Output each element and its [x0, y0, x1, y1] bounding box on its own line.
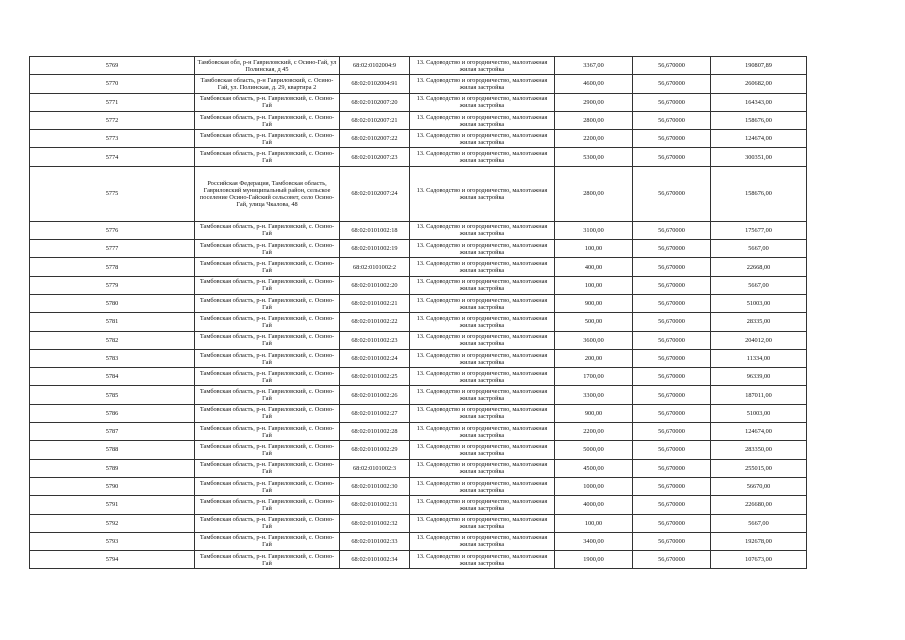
cadastral-number-cell: 68:02:0102007:22 — [340, 130, 410, 148]
cadastral-number-cell: 68:02:0101002:25 — [340, 368, 410, 386]
area-cell: 2800,00 — [555, 111, 633, 129]
land-use-cell: 13. Садоводство и огородничество, малоэтажная жилая застройка — [410, 313, 555, 331]
rate-cell: 56,670000 — [633, 496, 711, 514]
cadastral-number-cell: 68:02:0101002:18 — [340, 221, 410, 239]
table-row — [30, 404, 807, 422]
row-number-cell: 5772 — [30, 111, 195, 129]
land-use-cell: 13. Садоводство и огородничество, малоэтажная жилая застройка — [410, 240, 555, 258]
row-number-cell: 5777 — [30, 240, 195, 258]
area-cell: 100,00 — [555, 514, 633, 532]
land-use-cell: 13. Садоводство и огородничество, малоэтажная жилая застройка — [410, 423, 555, 441]
row-number-cell: 5793 — [30, 532, 195, 550]
parcel-table — [29, 56, 807, 569]
cadastral-value-cell: 51003,00 — [711, 294, 807, 312]
table-row — [30, 166, 807, 221]
cadastral-number-cell: 68:02:0101002:3 — [340, 459, 410, 477]
area-cell: 3100,00 — [555, 221, 633, 239]
cadastral-value-cell: 11334,00 — [711, 349, 807, 367]
cadastral-value-cell: 187011,00 — [711, 386, 807, 404]
address-cell: Тамбовская область, р-н. Гавриловский, с. Осино-Гай — [195, 221, 340, 239]
cadastral-value-cell: 255015,00 — [711, 459, 807, 477]
address-cell: Тамбовская область, р-н. Гавриловский, с. Осино-Гай — [195, 386, 340, 404]
cadastral-value-cell: 51003,00 — [711, 404, 807, 422]
cadastral-value-cell: 192678,00 — [711, 532, 807, 550]
table-row — [30, 57, 807, 75]
area-cell: 500,00 — [555, 313, 633, 331]
cadastral-number-cell: 68:02:0101002:19 — [340, 240, 410, 258]
row-number-cell: 5792 — [30, 514, 195, 532]
table-row — [30, 130, 807, 148]
land-use-cell: 13. Садоводство и огородничество, малоэтажная жилая застройка — [410, 166, 555, 221]
row-number-cell: 5789 — [30, 459, 195, 477]
table-row — [30, 477, 807, 495]
cadastral-value-cell: 5667,00 — [711, 240, 807, 258]
cadastral-number-cell: 68:02:0102007:23 — [340, 148, 410, 166]
table-row — [30, 423, 807, 441]
rate-cell: 56,670000 — [633, 313, 711, 331]
table-row — [30, 459, 807, 477]
area-cell: 1000,00 — [555, 477, 633, 495]
row-number-cell: 5785 — [30, 386, 195, 404]
table-row — [30, 496, 807, 514]
table-row — [30, 240, 807, 258]
row-number-cell: 5784 — [30, 368, 195, 386]
cadastral-number-cell: 68:02:0101002:24 — [340, 349, 410, 367]
cadastral-value-cell: 158676,00 — [711, 111, 807, 129]
area-cell: 5000,00 — [555, 441, 633, 459]
land-use-cell: 13. Садоводство и огородничество, малоэтажная жилая застройка — [410, 551, 555, 569]
row-number-cell: 5786 — [30, 404, 195, 422]
rate-cell: 56,670000 — [633, 441, 711, 459]
land-use-cell: 13. Садоводство и огородничество, малоэтажная жилая застройка — [410, 368, 555, 386]
area-cell: 900,00 — [555, 294, 633, 312]
row-number-cell: 5776 — [30, 221, 195, 239]
cadastral-value-cell: 124674,00 — [711, 130, 807, 148]
table-row — [30, 148, 807, 166]
land-use-cell: 13. Садоводство и огородничество, малоэтажная жилая застройка — [410, 331, 555, 349]
land-use-cell: 13. Садоводство и огородничество, малоэтажная жилая застройка — [410, 294, 555, 312]
rate-cell: 56,670000 — [633, 423, 711, 441]
area-cell: 1900,00 — [555, 551, 633, 569]
table-row — [30, 441, 807, 459]
row-number-cell: 5782 — [30, 331, 195, 349]
address-cell: Тамбовская область, р-н. Гавриловский, с. Осино-Гай — [195, 496, 340, 514]
cadastral-value-cell: 5667,00 — [711, 514, 807, 532]
cadastral-number-cell: 68:02:0102004:9 — [340, 57, 410, 75]
rate-cell: 56,670000 — [633, 221, 711, 239]
cadastral-value-cell: 5667,00 — [711, 276, 807, 294]
land-use-cell: 13. Садоводство и огородничество, малоэтажная жилая застройка — [410, 93, 555, 111]
table-row — [30, 349, 807, 367]
table-row — [30, 111, 807, 129]
cadastral-value-cell: 175677,00 — [711, 221, 807, 239]
cadastral-value-cell: 28335,00 — [711, 313, 807, 331]
cadastral-value-cell: 124674,00 — [711, 423, 807, 441]
row-number-cell: 5783 — [30, 349, 195, 367]
cadastral-value-cell: 56670,00 — [711, 477, 807, 495]
row-number-cell: 5794 — [30, 551, 195, 569]
land-use-cell: 13. Садоводство и огородничество, малоэтажная жилая застройка — [410, 514, 555, 532]
address-cell: Тамбовская область, р-н. Гавриловский, с. Осино-Гай — [195, 276, 340, 294]
land-use-cell: 13. Садоводство и огородничество, малоэтажная жилая застройка — [410, 276, 555, 294]
row-number-cell: 5770 — [30, 75, 195, 93]
cadastral-number-cell: 68:02:0101002:26 — [340, 386, 410, 404]
row-number-cell: 5787 — [30, 423, 195, 441]
area-cell: 2200,00 — [555, 130, 633, 148]
rate-cell: 56,670000 — [633, 386, 711, 404]
address-cell: Тамбовская область, р-н Гавриловский, с. Осино-Гай, ул. Полинская, д. 29, квартира 2 — [195, 75, 340, 93]
cadastral-number-cell: 68:02:0102004:91 — [340, 75, 410, 93]
cadastral-number-cell: 68:02:0101002:32 — [340, 514, 410, 532]
rate-cell: 56,670000 — [633, 93, 711, 111]
cadastral-value-cell: 260682,00 — [711, 75, 807, 93]
row-number-cell: 5780 — [30, 294, 195, 312]
area-cell: 2200,00 — [555, 423, 633, 441]
rate-cell: 56,670000 — [633, 368, 711, 386]
rate-cell: 56,670000 — [633, 57, 711, 75]
cadastral-number-cell: 68:02:0101002:22 — [340, 313, 410, 331]
cadastral-value-cell: 283350,00 — [711, 441, 807, 459]
cadastral-value-cell: 158676,00 — [711, 166, 807, 221]
address-cell: Российская Федерация, Тамбовская область, Гавриловский муниципальный район, сельское поселение Осино-Гайский сельсовет, село Осино-Гай, улица Чкалова, 48 — [195, 166, 340, 221]
table-row — [30, 368, 807, 386]
land-use-cell: 13. Садоводство и огородничество, малоэтажная жилая застройка — [410, 386, 555, 404]
cadastral-number-cell: 68:02:0101002:28 — [340, 423, 410, 441]
cadastral-value-cell: 164343,00 — [711, 93, 807, 111]
area-cell: 4000,00 — [555, 496, 633, 514]
area-cell: 100,00 — [555, 276, 633, 294]
row-number-cell: 5774 — [30, 148, 195, 166]
area-cell: 100,00 — [555, 240, 633, 258]
address-cell: Тамбовская область, р-н. Гавриловский, с. Осино-Гай — [195, 313, 340, 331]
row-number-cell: 5781 — [30, 313, 195, 331]
cadastral-value-cell: 190807,89 — [711, 57, 807, 75]
rate-cell: 56,670000 — [633, 532, 711, 550]
land-use-cell: 13. Садоводство и огородничество, малоэтажная жилая застройка — [410, 441, 555, 459]
table-row — [30, 221, 807, 239]
area-cell: 3367,00 — [555, 57, 633, 75]
row-number-cell: 5778 — [30, 258, 195, 276]
land-use-cell: 13. Садоводство и огородничество, малоэтажная жилая застройка — [410, 496, 555, 514]
cadastral-value-cell: 22668,00 — [711, 258, 807, 276]
cadastral-value-cell: 204012,00 — [711, 331, 807, 349]
cadastral-number-cell: 68:02:0101002:23 — [340, 331, 410, 349]
address-cell: Тамбовская область, р-н. Гавриловский, с. Осино-Гай — [195, 349, 340, 367]
cadastral-number-cell: 68:02:0101002:33 — [340, 532, 410, 550]
table-row — [30, 75, 807, 93]
rate-cell: 56,670000 — [633, 75, 711, 93]
rate-cell: 56,670000 — [633, 331, 711, 349]
table-row — [30, 331, 807, 349]
cadastral-value-cell: 107673,00 — [711, 551, 807, 569]
row-number-cell: 5771 — [30, 93, 195, 111]
rate-cell: 56,670000 — [633, 240, 711, 258]
rate-cell: 56,670000 — [633, 459, 711, 477]
row-number-cell: 5788 — [30, 441, 195, 459]
address-cell: Тамбовская область, р-н. Гавриловский, с. Осино-Гай — [195, 331, 340, 349]
land-use-cell: 13. Садоводство и огородничество, малоэтажная жилая застройка — [410, 532, 555, 550]
area-cell: 900,00 — [555, 404, 633, 422]
rate-cell: 56,670000 — [633, 477, 711, 495]
land-use-cell: 13. Садоводство и огородничество, малоэтажная жилая застройка — [410, 75, 555, 93]
address-cell: Тамбовская область, р-н. Гавриловский, с. Осино-Гай — [195, 240, 340, 258]
land-use-cell: 13. Садоводство и огородничество, малоэтажная жилая застройка — [410, 111, 555, 129]
cadastral-value-cell: 300351,00 — [711, 148, 807, 166]
cadastral-number-cell: 68:02:0102007:20 — [340, 93, 410, 111]
address-cell: Тамбовская область, р-н. Гавриловский, с. Осино-Гай — [195, 148, 340, 166]
cadastral-value-cell: 226680,00 — [711, 496, 807, 514]
area-cell: 1700,00 — [555, 368, 633, 386]
cadastral-number-cell: 68:02:0101002:29 — [340, 441, 410, 459]
parcel-table-body — [30, 57, 807, 569]
table-row — [30, 93, 807, 111]
address-cell: Тамбовская область, р-н. Гавриловский, с. Осино-Гай — [195, 532, 340, 550]
land-use-cell: 13. Садоводство и огородничество, малоэтажная жилая застройка — [410, 459, 555, 477]
row-number-cell: 5790 — [30, 477, 195, 495]
address-cell: Тамбовская область, р-н. Гавриловский, с. Осино-Гай — [195, 459, 340, 477]
table-row — [30, 551, 807, 569]
row-number-cell: 5769 — [30, 57, 195, 75]
cadastral-number-cell: 68:02:0101002:27 — [340, 404, 410, 422]
area-cell: 3300,00 — [555, 386, 633, 404]
address-cell: Тамбовская область, р-н. Гавриловский, с. Осино-Гай — [195, 423, 340, 441]
rate-cell: 56,670000 — [633, 349, 711, 367]
area-cell: 5300,00 — [555, 148, 633, 166]
land-use-cell: 13. Садоводство и огородничество, малоэтажная жилая застройка — [410, 404, 555, 422]
rate-cell: 56,670000 — [633, 111, 711, 129]
cadastral-value-cell: 96339,00 — [711, 368, 807, 386]
cadastral-number-cell: 68:02:0101002:21 — [340, 294, 410, 312]
address-cell: Тамбовская область, р-н. Гавриловский, с. Осино-Гай — [195, 514, 340, 532]
land-use-cell: 13. Садоводство и огородничество, малоэтажная жилая застройка — [410, 258, 555, 276]
rate-cell: 56,670000 — [633, 294, 711, 312]
address-cell: Тамбовская область, р-н. Гавриловский, с. Осино-Гай — [195, 404, 340, 422]
cadastral-number-cell: 68:02:0101002:31 — [340, 496, 410, 514]
cadastral-number-cell: 68:02:0102007:24 — [340, 166, 410, 221]
land-use-cell: 13. Садоводство и огородничество, малоэтажная жилая застройка — [410, 221, 555, 239]
rate-cell: 56,670000 — [633, 130, 711, 148]
address-cell: Тамбовская область, р-н. Гавриловский, с. Осино-Гай — [195, 294, 340, 312]
rate-cell: 56,670000 — [633, 404, 711, 422]
area-cell: 3400,00 — [555, 532, 633, 550]
row-number-cell: 5779 — [30, 276, 195, 294]
area-cell: 4600,00 — [555, 75, 633, 93]
rate-cell: 56,670000 — [633, 166, 711, 221]
table-row — [30, 514, 807, 532]
area-cell: 3600,00 — [555, 331, 633, 349]
rate-cell: 56,670000 — [633, 514, 711, 532]
address-cell: Тамбовская область, р-н. Гавриловский, с. Осино-Гай — [195, 93, 340, 111]
rate-cell: 56,670000 — [633, 258, 711, 276]
table-row — [30, 313, 807, 331]
rate-cell: 56,670000 — [633, 551, 711, 569]
rate-cell: 56,670000 — [633, 276, 711, 294]
area-cell: 4500,00 — [555, 459, 633, 477]
land-use-cell: 13. Садоводство и огородничество, малоэтажная жилая застройка — [410, 477, 555, 495]
area-cell: 2800,00 — [555, 166, 633, 221]
land-use-cell: 13. Садоводство и огородничество, малоэтажная жилая застройка — [410, 349, 555, 367]
table-row — [30, 258, 807, 276]
cadastral-number-cell: 68:02:0101002:2 — [340, 258, 410, 276]
cadastral-number-cell: 68:02:0101002:30 — [340, 477, 410, 495]
area-cell: 2900,00 — [555, 93, 633, 111]
address-cell: Тамбовская обл, р-н Гавриловский, с Осино-Гай, ул Полинская, д 45 — [195, 57, 340, 75]
area-cell: 400,00 — [555, 258, 633, 276]
row-number-cell: 5775 — [30, 166, 195, 221]
address-cell: Тамбовская область, р-н. Гавриловский, с. Осино-Гай — [195, 130, 340, 148]
table-row — [30, 276, 807, 294]
land-use-cell: 13. Садоводство и огородничество, малоэтажная жилая застройка — [410, 130, 555, 148]
rate-cell: 56,670000 — [633, 148, 711, 166]
land-use-cell: 13. Садоводство и огородничество, малоэтажная жилая застройка — [410, 57, 555, 75]
address-cell: Тамбовская область, р-н. Гавриловский, с. Осино-Гай — [195, 551, 340, 569]
row-number-cell: 5791 — [30, 496, 195, 514]
address-cell: Тамбовская область, р-н. Гавриловский, с. Осино-Гай — [195, 258, 340, 276]
address-cell: Тамбовская область, р-н. Гавриловский, с. Осино-Гай — [195, 441, 340, 459]
cadastral-number-cell: 68:02:0101002:34 — [340, 551, 410, 569]
address-cell: Тамбовская область, р-н. Гавриловский, с. Осино-Гай — [195, 111, 340, 129]
area-cell: 200,00 — [555, 349, 633, 367]
table-row — [30, 294, 807, 312]
address-cell: Тамбовская область, р-н. Гавриловский, с. Осино-Гай — [195, 477, 340, 495]
land-use-cell: 13. Садоводство и огородничество, малоэтажная жилая застройка — [410, 148, 555, 166]
table-row — [30, 532, 807, 550]
cadastral-number-cell: 68:02:0101002:20 — [340, 276, 410, 294]
table-row — [30, 386, 807, 404]
cadastral-number-cell: 68:02:0102007:21 — [340, 111, 410, 129]
row-number-cell: 5773 — [30, 130, 195, 148]
address-cell: Тамбовская область, р-н. Гавриловский, с. Осино-Гай — [195, 368, 340, 386]
